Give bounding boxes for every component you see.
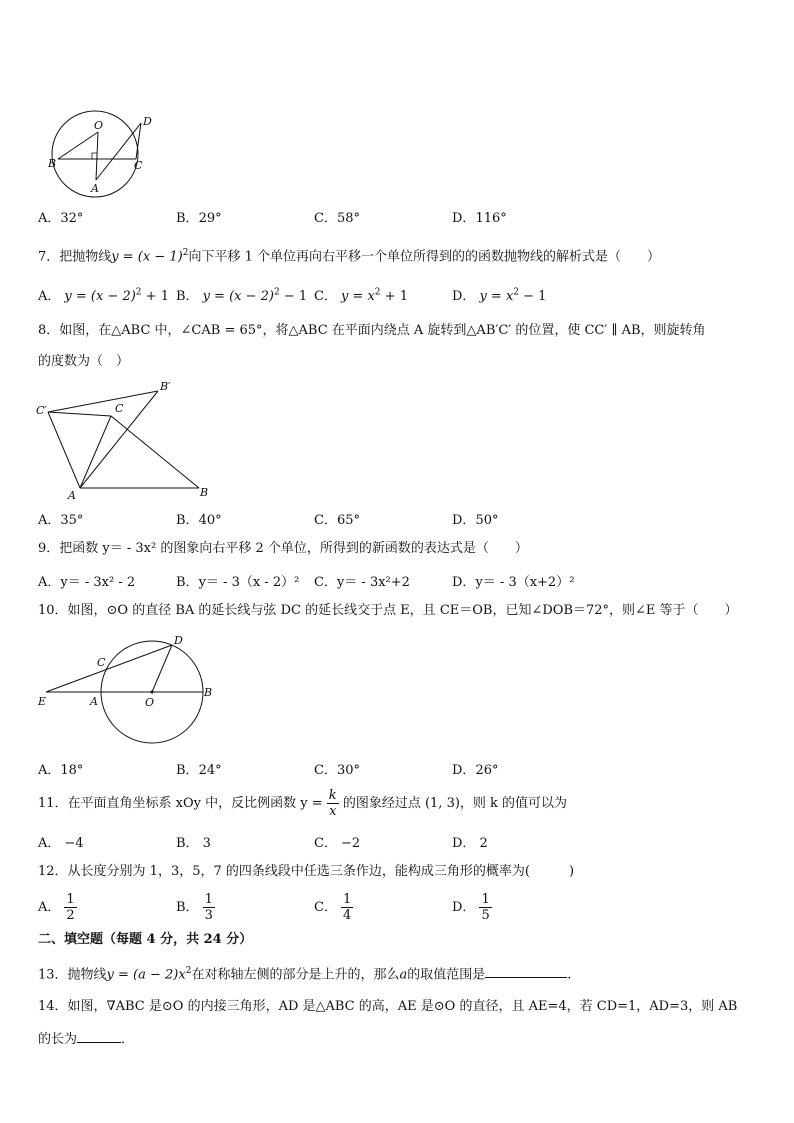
q14-answer-blank[interactable] — [77, 1030, 121, 1043]
q6-label-a: A — [91, 182, 99, 195]
q13-stem: 13．抛物线$y = (a - 2)x^2$在对称轴左侧的部分是上升的，那么a的取值范围是 . — [38, 966, 572, 983]
q10-label-d: D — [174, 634, 183, 647]
q12-option-b[interactable]: B． $\frac{1}{3}$ — [176, 892, 213, 923]
q10-figure — [34, 630, 224, 748]
q10-label-c: C — [97, 656, 106, 669]
q8-stem-line1: 8．如图，在△ABC 中，∠CAB = 65°，将△ABC 在平面内绕点 A 旋转到△AB′C′ 的位置，使 CC′ ∥ AB，则旋转角 — [38, 323, 706, 338]
q11-fraction: $\frac{k}{x}$ — [328, 788, 337, 819]
section-2-title: 二、填空题（每题 4 分，共 24 分） — [38, 932, 253, 947]
q6-figure — [44, 110, 164, 200]
q6-label-b: B — [48, 157, 57, 170]
q10-option-c[interactable]: C．30° — [314, 763, 360, 778]
q11-option-c[interactable]: C． −2 — [314, 836, 361, 851]
q9-option-d[interactable]: D．y＝ - 3（x+2）² — [452, 575, 575, 590]
q9-options — [38, 571, 758, 591]
q11-stem: 11．在平面直角坐标系 xOy 中，反比例函数 y = $\frac{k}{x}$ 的图象经过点 (1, 3)，则 k 的值可以为 — [38, 788, 568, 819]
q10-label-o: O — [145, 696, 155, 709]
q10-segment-o-d — [152, 645, 172, 692]
q7-option-b[interactable]: B． $y = (x - 2)^2 - 1$ — [176, 287, 308, 304]
q11-option-d[interactable]: D． 2 — [452, 836, 488, 851]
q9-option-c[interactable]: C．y＝ - 3x²+2 — [314, 575, 410, 590]
q8-segment-c-b — [111, 416, 199, 488]
q6-option-c[interactable]: C．58° — [314, 211, 360, 226]
q11-options — [38, 832, 758, 852]
q9-option-b[interactable]: B．y＝ - 3（x - 2）² — [176, 575, 300, 590]
q8-stem-line2: 的度数为（ ） — [38, 354, 130, 369]
q8-segment-a-c — [80, 416, 111, 488]
q12-stem: 12．从长度分别为 1，3，5，7 的四条线段中任选三条作边，能构成三角形的概率为( ) — [38, 864, 575, 879]
q10-option-b[interactable]: B．24° — [176, 763, 222, 778]
q6-label-o: O — [94, 119, 104, 132]
q12-options — [38, 888, 758, 928]
q13-answer-blank[interactable] — [485, 965, 567, 978]
q14-stem-line1: 14．如图，∇ABC 是⊙O 的内接三角形，AD 是△ABC 的高，AE 是⊙O 的直径，且 AE=4，若 CD=1，AD=3，则 AB — [38, 999, 738, 1014]
q12-option-d[interactable]: D． $\frac{1}{5}$ — [452, 892, 490, 923]
q8-label-a: A — [68, 489, 76, 500]
q9-stem: 9．把函数 y＝ - 3x² 的图象向右平移 2 个单位，所得到的新函数的表达式是（ ） — [38, 541, 528, 556]
q10-segment-e-d — [46, 645, 172, 692]
q8-label-b: B — [200, 486, 209, 499]
q8-segment-cp-bp — [48, 391, 158, 412]
q6-option-b[interactable]: B．29° — [176, 211, 222, 226]
q11-option-a[interactable]: A． −4 — [38, 836, 84, 851]
q9-option-a[interactable]: A．y＝ - 3x² - 2 — [38, 575, 136, 590]
q8-segment-cp-c — [48, 412, 111, 416]
q8-option-d[interactable]: D．50° — [452, 513, 499, 528]
q6-options — [38, 207, 758, 227]
q8-label-cp: C′ — [36, 404, 47, 417]
q7-option-a[interactable]: A． $y = (x - 2)^2 + 1$ — [38, 287, 169, 304]
q10-options — [38, 759, 758, 779]
q10-label-e: E — [38, 695, 47, 708]
q8-options — [38, 509, 758, 529]
q7-options — [38, 285, 758, 305]
q14-stem-line2: 的长为 ． — [38, 1032, 135, 1047]
q12-option-c[interactable]: C． $\frac{1}{4}$ — [314, 892, 352, 923]
q7-stem: 7．把抛物线$y = (x - 1)^2$向下平移 1 个单位再向右平移一个单位所得到的的函数抛物线的解析式是（ ） — [38, 248, 660, 265]
q10-option-d[interactable]: D．26° — [452, 763, 499, 778]
q6-label-c: C — [134, 159, 143, 172]
q8-option-a[interactable]: A．35° — [38, 513, 84, 528]
q7-option-d[interactable]: D． $y = x^2 - 1$ — [452, 287, 547, 304]
q10-label-a: A — [90, 695, 98, 708]
q10-option-a[interactable]: A．18° — [38, 763, 84, 778]
q12-option-a[interactable]: A． $\frac{1}{2}$ — [38, 892, 75, 923]
q6-option-a[interactable]: A．32° — [38, 211, 84, 226]
q6-option-d[interactable]: D．116° — [452, 211, 507, 226]
q8-label-c: C — [115, 402, 124, 415]
q8-label-bp: B′ — [160, 380, 171, 393]
q7-option-c[interactable]: C． $y = x^2 + 1$ — [314, 287, 408, 304]
q10-center-dot — [151, 691, 154, 694]
q8-segment-cp-a — [48, 412, 80, 488]
q11-option-b[interactable]: B． 3 — [176, 836, 211, 851]
q10-label-b: B — [204, 686, 213, 699]
q8-option-b[interactable]: B．40° — [176, 513, 222, 528]
q6-segment-oa — [96, 132, 98, 180]
q8-option-c[interactable]: C．65° — [314, 513, 360, 528]
q10-stem: 10．如图，⊙O 的直径 BA 的延长线与弦 DC 的延长线交于点 E，且 CE＝OB，已知∠DOB＝72°，则∠E 等于（ ） — [38, 603, 738, 618]
q8-figure — [34, 378, 220, 500]
q6-label-d: D — [143, 115, 152, 128]
q6-right-angle-mark — [92, 153, 97, 159]
